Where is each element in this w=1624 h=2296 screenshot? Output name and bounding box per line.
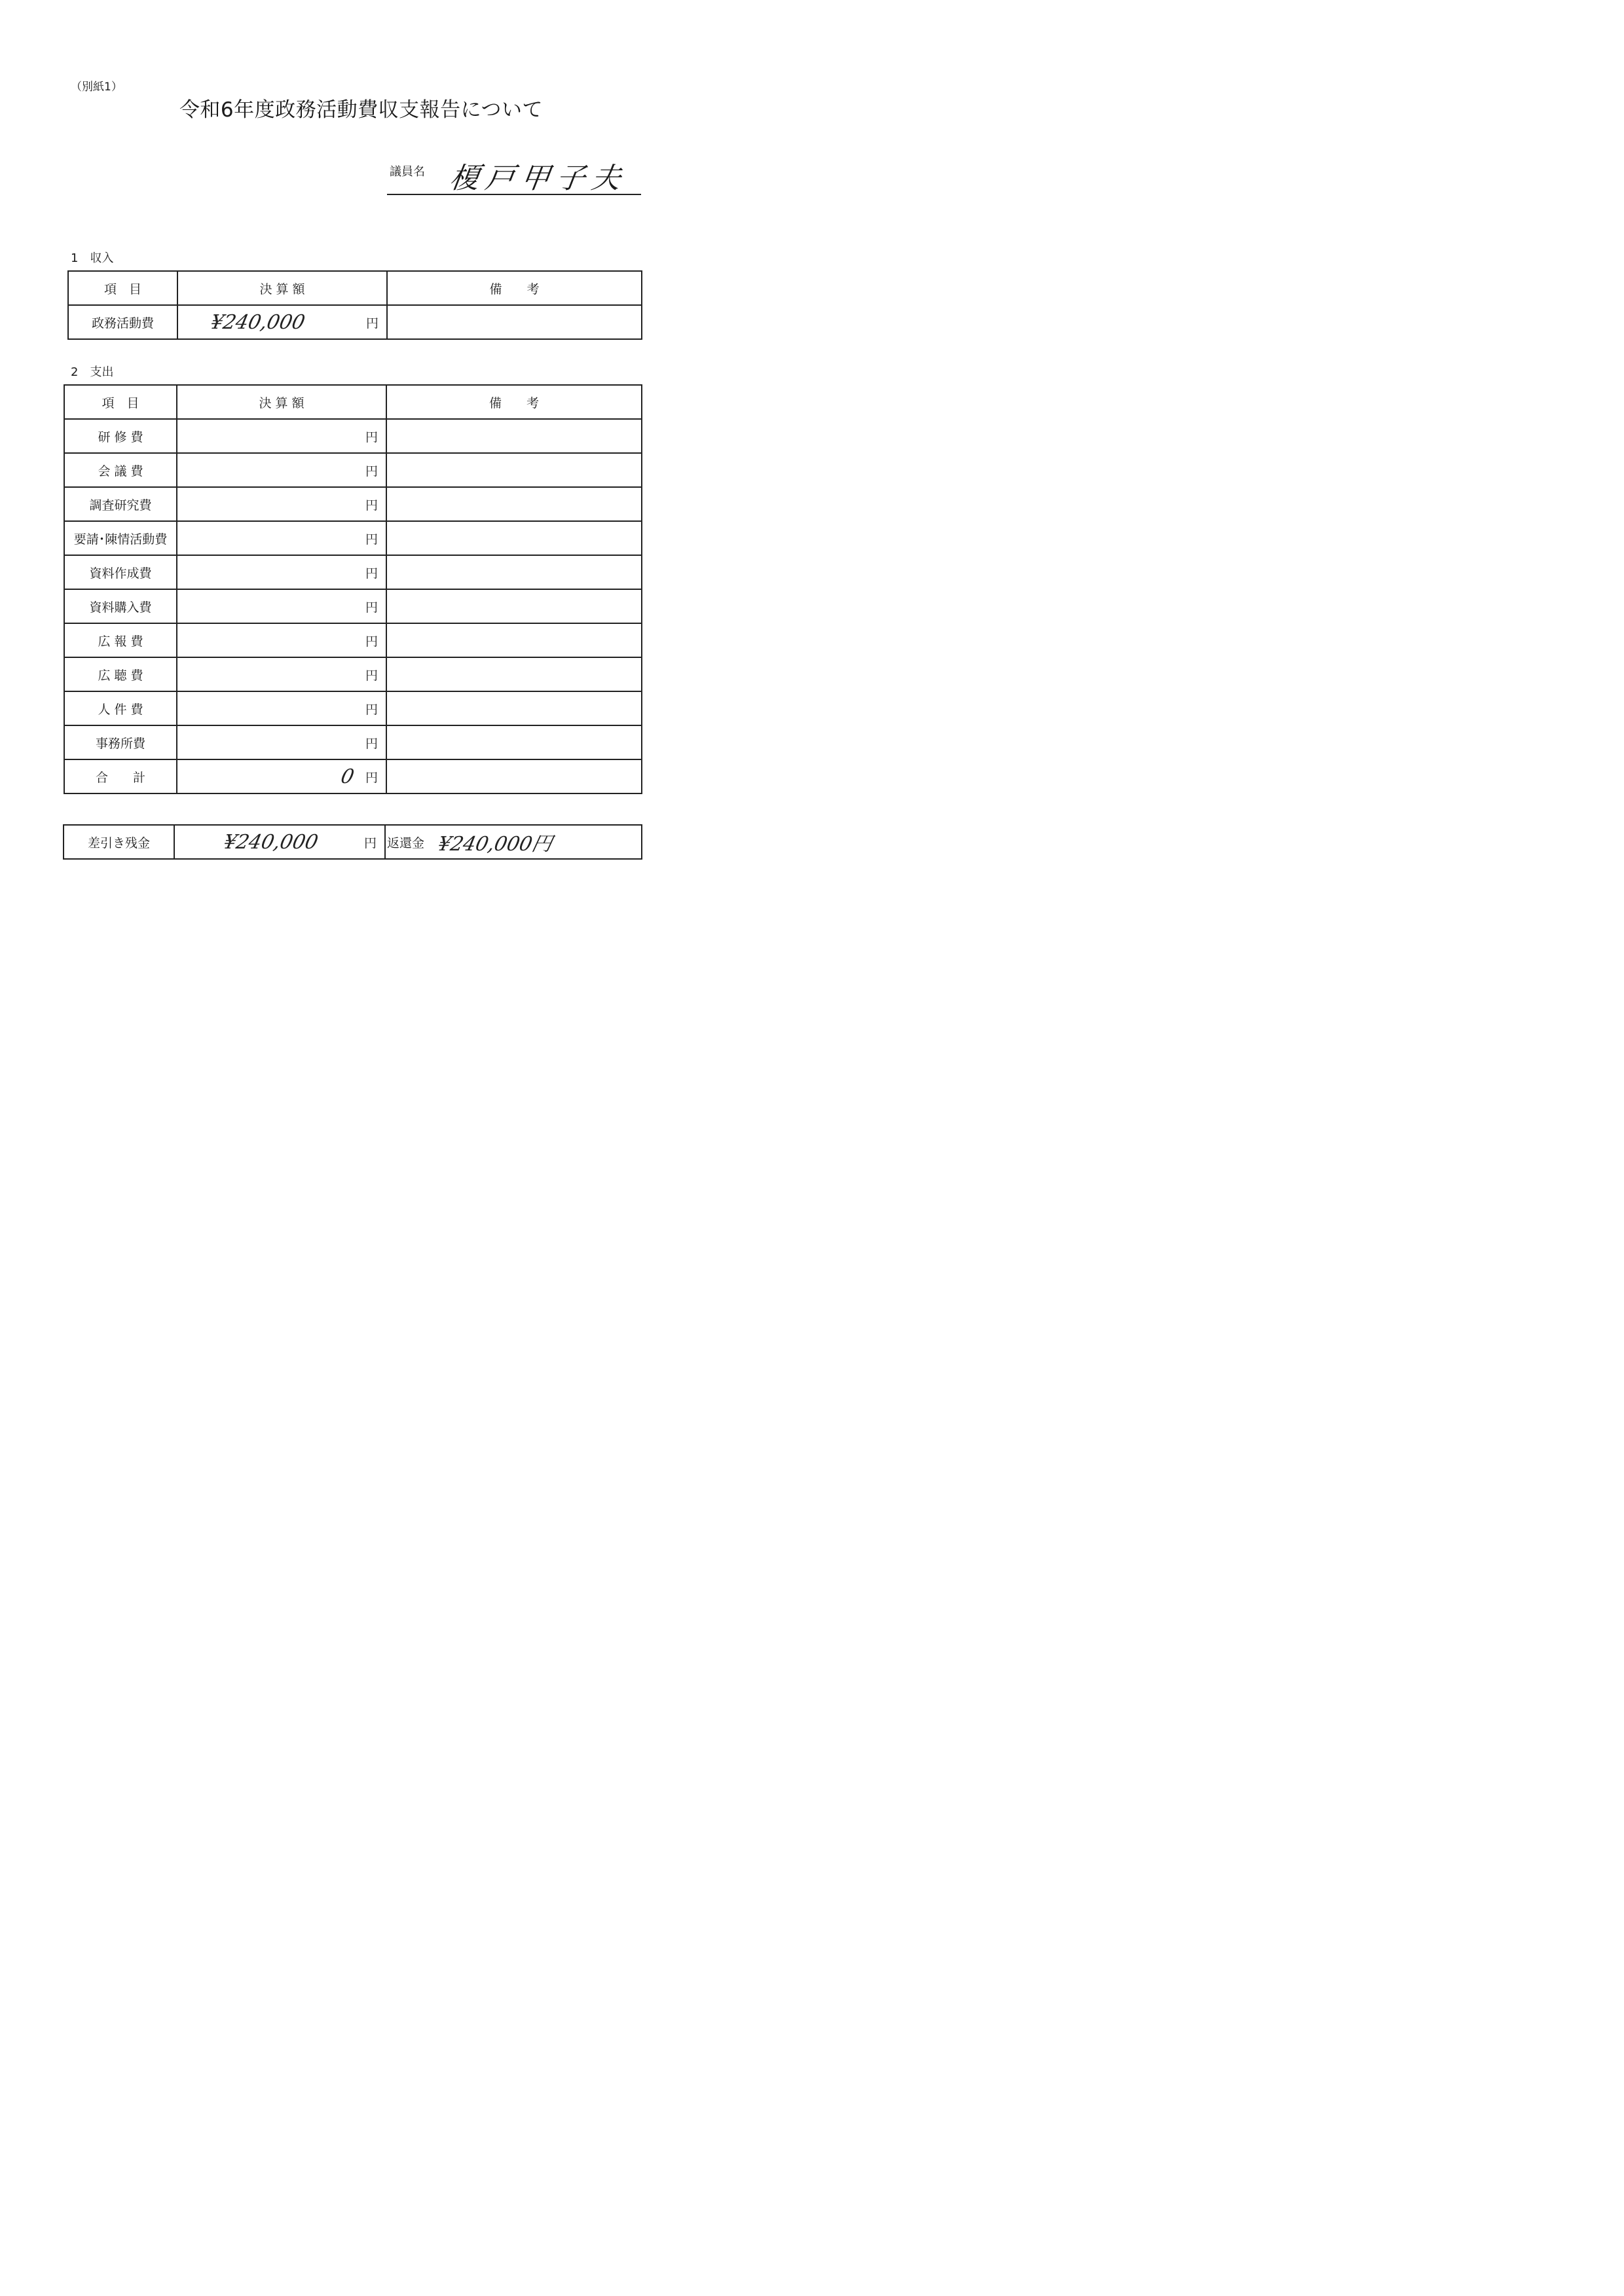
expenditure-amount-cell (177, 759, 386, 793)
expenditure-unit: 円 (365, 600, 378, 615)
expenditure-remarks (386, 589, 642, 623)
expenditure-unit: 円 (365, 702, 378, 717)
table-row (64, 691, 642, 725)
expenditure-item: 会 議 費 (64, 453, 177, 487)
expenditure-unit: 円 (365, 429, 378, 445)
expenditure-amount-cell (177, 691, 386, 725)
expenditure-item: 事務所費 (64, 725, 177, 759)
expenditure-remarks (386, 555, 642, 589)
balance-unit: 円 (363, 835, 377, 850)
expenditure-item: 人 件 費 (64, 691, 177, 725)
expenditure-remarks (386, 453, 642, 487)
income-amount-cell (177, 305, 387, 339)
balance-label: 差引き残金 (64, 825, 174, 859)
table-row (64, 623, 642, 657)
income-header-amount: 決 算 額 (177, 271, 387, 305)
expenditure-amount-cell (177, 419, 386, 453)
table-row (64, 521, 642, 555)
table-row (64, 759, 642, 793)
expenditure-item: 調査研究費 (64, 487, 177, 521)
expenditure-amount-value: 0 (339, 765, 356, 788)
expenditure-amount-cell (177, 521, 386, 555)
expenditure-remarks (386, 759, 642, 793)
expenditure-unit: 円 (365, 770, 378, 785)
page-title: 令和6年度政務活動費収支報告について (179, 98, 544, 122)
expenditure-remarks (386, 623, 642, 657)
table-row (64, 453, 642, 487)
income-amount-handwritten: ¥240,000 (208, 310, 307, 334)
refund-amount-handwritten: ¥240,000円 (435, 833, 555, 856)
expenditure-rows (64, 419, 642, 793)
expenditure-amount-cell (177, 453, 386, 487)
expenditure-unit: 円 (365, 498, 378, 513)
income-unit: 円 (365, 316, 378, 331)
expenditure-amount-cell (177, 555, 386, 589)
balance-row (64, 825, 642, 859)
table-row (64, 419, 642, 453)
expenditure-remarks (386, 691, 642, 725)
expenditure-item: 資料購入費 (64, 589, 177, 623)
income-header-row (68, 271, 642, 305)
expenditure-header-remarks: 備 考 (386, 385, 642, 419)
expenditure-remarks (386, 725, 642, 759)
expenditure-unit: 円 (365, 736, 378, 751)
balance-amount-handwritten: ¥240,000 (221, 830, 320, 854)
expenditure-amount-cell (177, 623, 386, 657)
income-row (68, 305, 642, 339)
income-item: 政務活動費 (68, 305, 177, 339)
expenditure-unit: 円 (365, 634, 378, 649)
table-row (64, 487, 642, 521)
expenditure-remarks (386, 657, 642, 691)
balance-amount-cell (174, 825, 385, 859)
expenditure-remarks (386, 521, 642, 555)
income-remarks (387, 305, 642, 339)
table-row (64, 657, 642, 691)
attachment-note: （別紙1） (71, 81, 122, 94)
expenditure-unit: 円 (365, 668, 378, 683)
expenditure-item: 広 聴 費 (64, 657, 177, 691)
refund-label: 返還金 (387, 835, 425, 850)
expenditure-table (64, 384, 642, 794)
income-table (67, 270, 642, 340)
member-name-signature: 榎戸甲子夫 (447, 162, 629, 195)
member-name-underline (387, 194, 641, 195)
expenditure-amount-cell (177, 589, 386, 623)
expenditure-amount-cell (177, 487, 386, 521)
expenditure-amount-cell (177, 657, 386, 691)
income-header-item: 項 目 (68, 271, 177, 305)
table-row (64, 555, 642, 589)
member-name-label: 議員名 (390, 165, 425, 179)
expenditure-item: 広 報 費 (64, 623, 177, 657)
expenditure-item: 研 修 費 (64, 419, 177, 453)
expenditure-section-label: 2 支出 (71, 365, 114, 379)
table-row (64, 725, 642, 759)
expenditure-item: 資料作成費 (64, 555, 177, 589)
expenditure-header-item: 項 目 (64, 385, 177, 419)
expenditure-item: 合 計 (64, 759, 177, 793)
table-row (64, 589, 642, 623)
expenditure-header-row (64, 385, 642, 419)
expenditure-item: 要請･陳情活動費 (64, 521, 177, 555)
expenditure-remarks (386, 487, 642, 521)
refund-cell (385, 825, 642, 859)
expenditure-remarks (386, 419, 642, 453)
expenditure-unit: 円 (365, 566, 378, 581)
balance-table (63, 824, 642, 860)
expenditure-amount-cell (177, 725, 386, 759)
expenditure-header-amount: 決 算 額 (177, 385, 386, 419)
expenditure-unit: 円 (365, 532, 378, 547)
expenditure-unit: 円 (365, 464, 378, 479)
income-header-remarks: 備 考 (387, 271, 642, 305)
income-section-label: 1 収入 (71, 251, 114, 265)
